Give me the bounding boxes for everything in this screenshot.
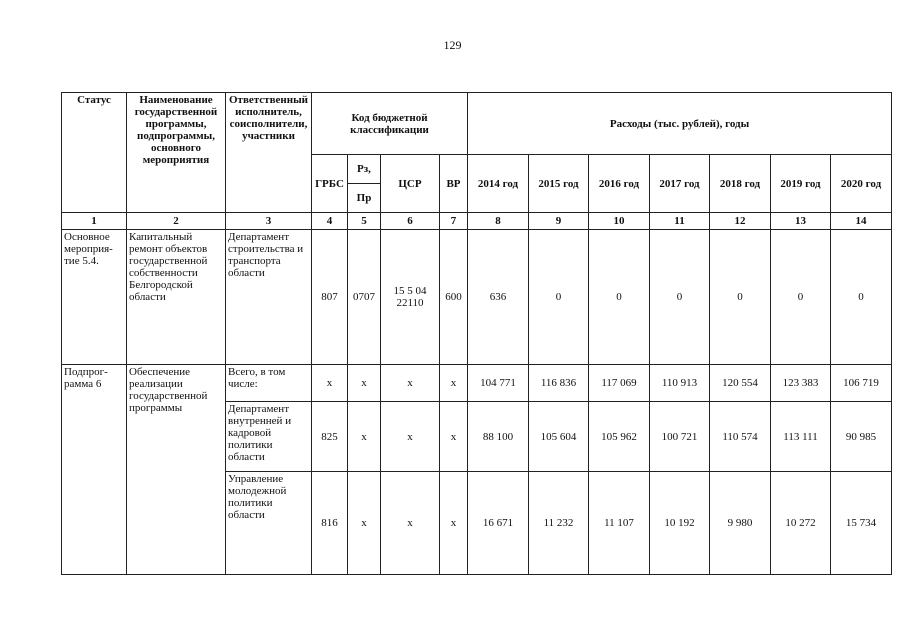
row-vr: х xyxy=(440,365,468,402)
row-vr: х xyxy=(440,402,468,472)
row-value-2018: 110 574 xyxy=(710,402,771,472)
header-row-top xyxy=(62,93,892,155)
column-number: 6 xyxy=(381,213,440,230)
column-number: 12 xyxy=(710,213,771,230)
header-name: Наименование государственной программы, подпрограммы, основного мероприятия xyxy=(127,93,226,213)
row-value-2015: 0 xyxy=(529,230,589,365)
row-responsible: Департамент внутренней и кадровой политики области xyxy=(226,402,312,472)
row-grbs: 825 xyxy=(312,402,348,472)
row-value-2020: 15 734 xyxy=(831,472,892,575)
row-csr: х xyxy=(381,472,440,575)
row-name: Обеспечение реализации государственной программы xyxy=(127,365,226,575)
column-number: 5 xyxy=(348,213,381,230)
row-value-2016: 11 107 xyxy=(589,472,650,575)
row-value-2019: 113 111 xyxy=(771,402,831,472)
header-year-2018: 2018 год xyxy=(710,155,771,213)
row-value-2015: 105 604 xyxy=(529,402,589,472)
header-vr: ВР xyxy=(440,155,468,213)
row-value-2019: 123 383 xyxy=(771,365,831,402)
row-vr: 600 xyxy=(440,230,468,365)
row-value-2016: 117 069 xyxy=(589,365,650,402)
row-value-2020: 0 xyxy=(831,230,892,365)
row-grbs: 816 xyxy=(312,472,348,575)
row-vr: х xyxy=(440,472,468,575)
column-number: 3 xyxy=(226,213,312,230)
header-responsible: Ответственный исполнитель, соисполнители, участники xyxy=(226,93,312,213)
column-number: 8 xyxy=(468,213,529,230)
column-number: 14 xyxy=(831,213,892,230)
header-year-2016: 2016 год xyxy=(589,155,650,213)
row-grbs: 807 xyxy=(312,230,348,365)
row-value-2017: 0 xyxy=(650,230,710,365)
row-status: Подпрог-рамма 6 xyxy=(62,365,127,575)
row-value-2018: 0 xyxy=(710,230,771,365)
row-csr: 15 5 04 22110 xyxy=(381,230,440,365)
column-number: 9 xyxy=(529,213,589,230)
header-year-2020: 2020 год xyxy=(831,155,892,213)
budget-table xyxy=(61,92,892,575)
row-value-2018: 9 980 xyxy=(710,472,771,575)
row-name: Капитальный ремонт объектов государственной собственности Белгородской области xyxy=(127,230,226,365)
row-value-2015: 116 836 xyxy=(529,365,589,402)
column-number: 13 xyxy=(771,213,831,230)
row-grbs: х xyxy=(312,365,348,402)
row-status: Основное мероприя-тие 5.4. xyxy=(62,230,127,365)
header-year-2017: 2017 год xyxy=(650,155,710,213)
column-number: 2 xyxy=(127,213,226,230)
row-value-2016: 0 xyxy=(589,230,650,365)
row-rzpr: х xyxy=(348,365,381,402)
header-expenses: Расходы (тыс. рублей), годы xyxy=(468,93,892,155)
row-value-2016: 105 962 xyxy=(589,402,650,472)
row-value-2017: 100 721 xyxy=(650,402,710,472)
row-value-2014: 16 671 xyxy=(468,472,529,575)
column-number: 4 xyxy=(312,213,348,230)
header-rz: Рз, xyxy=(348,155,381,184)
header-status: Статус xyxy=(62,93,127,213)
header-year-2015: 2015 год xyxy=(529,155,589,213)
row-value-2019: 0 xyxy=(771,230,831,365)
column-numbers-row xyxy=(62,213,892,230)
row-value-2019: 10 272 xyxy=(771,472,831,575)
row-csr: х xyxy=(381,365,440,402)
header-year-2014: 2014 год xyxy=(468,155,529,213)
header-year-2019: 2019 год xyxy=(771,155,831,213)
row-value-2020: 106 719 xyxy=(831,365,892,402)
column-number: 10 xyxy=(589,213,650,230)
row-value-2014: 636 xyxy=(468,230,529,365)
row-value-2017: 10 192 xyxy=(650,472,710,575)
column-number: 7 xyxy=(440,213,468,230)
row-value-2014: 88 100 xyxy=(468,402,529,472)
header-pr: Пр xyxy=(348,184,381,213)
row-value-2017: 110 913 xyxy=(650,365,710,402)
table-row xyxy=(62,365,892,402)
row-value-2018: 120 554 xyxy=(710,365,771,402)
row-rzpr: 0707 xyxy=(348,230,381,365)
header-grbs: ГРБС xyxy=(312,155,348,213)
row-value-2020: 90 985 xyxy=(831,402,892,472)
row-csr: х xyxy=(381,402,440,472)
row-responsible: Управление молодежной политики области xyxy=(226,472,312,575)
table-row xyxy=(62,230,892,365)
row-responsible: Всего, в том числе: xyxy=(226,365,312,402)
page-number: 129 xyxy=(443,38,462,52)
header-budget-code: Код бюджетной классификации xyxy=(312,93,468,155)
row-value-2015: 11 232 xyxy=(529,472,589,575)
column-number: 11 xyxy=(650,213,710,230)
header-csr: ЦСР xyxy=(381,155,440,213)
row-value-2014: 104 771 xyxy=(468,365,529,402)
row-responsible: Департамент строительства и транспорта области xyxy=(226,230,312,365)
row-rzpr: х xyxy=(348,402,381,472)
column-number: 1 xyxy=(62,213,127,230)
row-rzpr: х xyxy=(348,472,381,575)
